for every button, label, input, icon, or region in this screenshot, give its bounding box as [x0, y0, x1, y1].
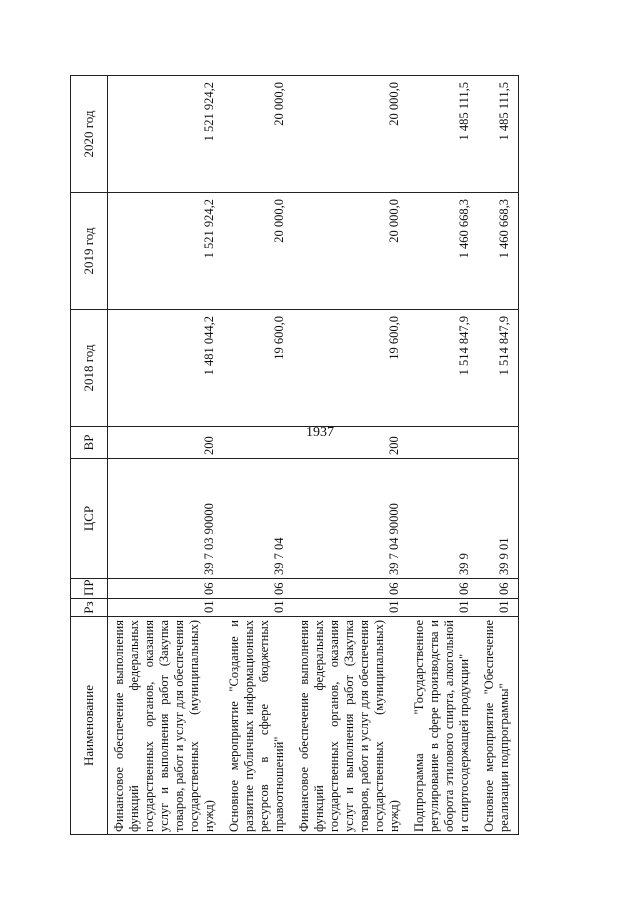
row-2019: 20 000,0: [293, 193, 408, 310]
table-row: [223, 76, 293, 835]
row-2020: 20 000,0: [223, 76, 293, 193]
row-csr: 39 7 04 90000: [293, 459, 408, 579]
row-rz: 01: [478, 599, 519, 617]
row-name: Основное мероприятие "Обеспечение реализации подпрограммы": [478, 617, 519, 835]
row-rz: 01: [108, 599, 224, 617]
row-rz: 01: [223, 599, 293, 617]
row-vr: 200: [108, 427, 224, 459]
table-row: [478, 76, 519, 835]
row-2018: 19 600,0: [293, 310, 408, 427]
header-2019: 2019 год: [71, 193, 108, 310]
row-csr: 39 9: [408, 459, 478, 579]
header-vr: ВР: [71, 427, 108, 459]
header-2018: 2018 год: [71, 310, 108, 427]
row-pr: 06: [293, 579, 408, 599]
header-csr: ЦСР: [71, 459, 108, 579]
row-vr: [223, 427, 293, 459]
row-2019: 1 521 924,2: [108, 193, 224, 310]
table-row: [293, 76, 408, 835]
rotated-table-container: [70, 75, 600, 835]
row-2020: 20 000,0: [293, 76, 408, 193]
row-2018: 1 514 847,9: [478, 310, 519, 427]
row-pr: 06: [408, 579, 478, 599]
row-2019: 20 000,0: [223, 193, 293, 310]
row-rz: 01: [408, 599, 478, 617]
row-vr: 200: [293, 427, 408, 459]
row-csr: 39 9 01: [478, 459, 519, 579]
row-pr: 06: [108, 579, 224, 599]
row-2018: 19 600,0: [223, 310, 293, 427]
row-rz: 01: [293, 599, 408, 617]
row-vr: [408, 427, 478, 459]
row-pr: 06: [223, 579, 293, 599]
row-2018: 1 514 847,9: [408, 310, 478, 427]
row-csr: 39 7 03 90000: [108, 459, 224, 579]
row-2018: 1 481 044,2: [108, 310, 224, 427]
row-2020: 1 521 924,2: [108, 76, 224, 193]
header-name: Наименование: [71, 617, 108, 835]
row-2019: 1 460 668,3: [408, 193, 478, 310]
row-csr: 39 7 04: [223, 459, 293, 579]
row-2020: 1 485 111,5: [408, 76, 478, 193]
header-rz: Рз: [71, 599, 108, 617]
page-number: 1937: [306, 425, 334, 440]
budget-table: [70, 75, 519, 835]
row-vr: [478, 427, 519, 459]
row-name: Подпрограмма "Государственное регулирование в сфере производства и оборота этилового спирта, алкогольной и спиртосодержащей продукции": [408, 617, 478, 835]
row-pr: 06: [478, 579, 519, 599]
table-header-row: [71, 76, 108, 835]
header-pr: ПР: [71, 579, 108, 599]
row-name: Основное мероприятие "Создание и развитие публичных информационных ресурсов в сфере бюджетных правоотношений": [223, 617, 293, 835]
row-2020: 1 485 111,5: [478, 76, 519, 193]
row-name: Финансовое обеспечение выполнения функций федеральных государственных органов, оказания услуг и выполнения работ (Закупка товаров, работ и услуг для обеспечения государственных (муниципальных) нужд): [293, 617, 408, 835]
row-2019: 1 460 668,3: [478, 193, 519, 310]
table-row: [408, 76, 478, 835]
row-name: Финансовое обеспечение выполнения функций федеральных государственных органов, оказания услуг и выполнения работ (Закупка товаров, работ и услуг для обеспечения государственных (муниципальных) нужд): [108, 617, 224, 835]
header-2020: 2020 год: [71, 76, 108, 193]
table-row: [108, 76, 224, 835]
